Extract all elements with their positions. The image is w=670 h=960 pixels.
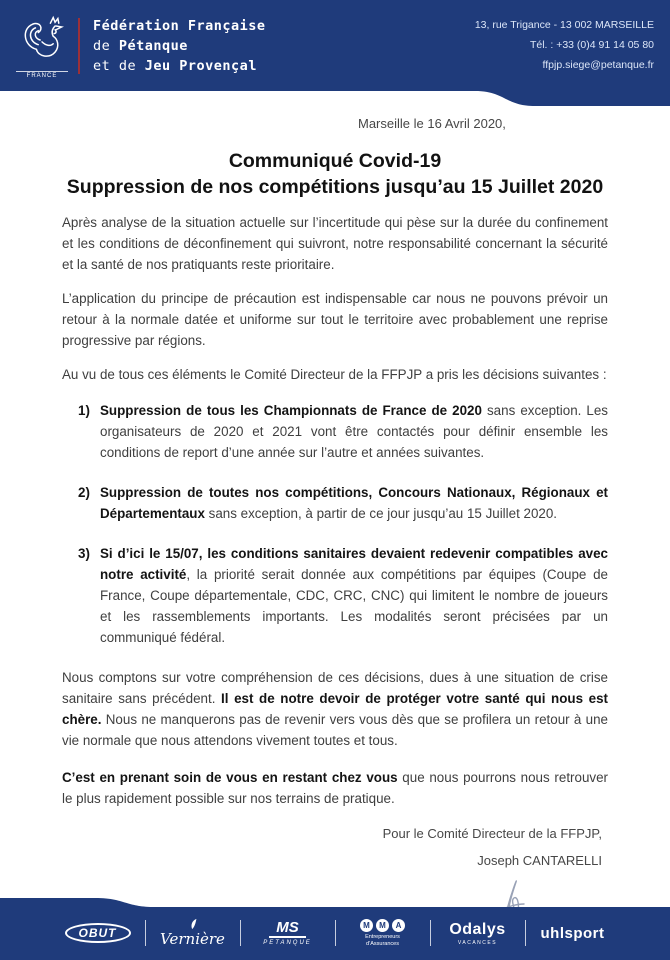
sponsor-obut-logo bbox=[51, 913, 145, 953]
verniere-label: Vernière bbox=[160, 930, 225, 948]
letter-title bbox=[62, 148, 608, 200]
odalys-label: Odalys bbox=[449, 920, 506, 938]
p4-bold: Il est de notre devoir de protéger votre santé qui nous est chère. bbox=[62, 691, 608, 727]
paragraph-4 bbox=[62, 667, 608, 751]
item-text bbox=[100, 543, 608, 648]
ms-sublabel: PETANQUE bbox=[263, 940, 312, 946]
org-line2-prefix: de bbox=[93, 37, 119, 54]
org-line3-name: Jeu Provençal bbox=[144, 57, 257, 74]
mma-circle: A bbox=[392, 919, 405, 932]
mma-circle: M bbox=[376, 919, 389, 932]
item-number: 3) bbox=[78, 546, 90, 561]
rooster-icon bbox=[18, 12, 66, 68]
p5-rest: que nous pourrons nous retrouver le plus rapidement possible sur nos terrains de pratique. bbox=[62, 770, 608, 806]
organization-name bbox=[93, 16, 266, 76]
sponsor-mma-logo bbox=[336, 913, 430, 953]
mma-sublabel bbox=[365, 934, 400, 947]
org-line1: Fédération Française bbox=[93, 17, 266, 34]
phone-line: Tél. : +33 (0)4 91 14 05 80 bbox=[529, 39, 654, 51]
item-rest-text: sans exception. Les organisateurs de 2020 et 2021 vont être contactés pour définir ensemble les conditions de report d’une année sur l’autre et années suivantes. bbox=[100, 403, 608, 460]
decision-list bbox=[62, 400, 608, 648]
address-line: 13, rue Trigance - 13 002 MARSEILLE bbox=[474, 19, 654, 31]
mma-circles bbox=[360, 919, 405, 932]
feather-icon bbox=[187, 918, 199, 930]
uhlsport-label: uhlsport bbox=[540, 924, 605, 942]
paragraph-5 bbox=[62, 767, 608, 809]
mma-sub1: Entrepreneurs bbox=[365, 934, 400, 940]
sponsor-ms-petanque-logo bbox=[241, 913, 335, 953]
header-divider bbox=[78, 18, 80, 74]
sponsor-row bbox=[0, 913, 670, 953]
sponsor-verniere-logo bbox=[146, 913, 240, 953]
list-item bbox=[62, 482, 608, 524]
item-number: 1) bbox=[78, 403, 90, 418]
mma-circle: M bbox=[360, 919, 373, 932]
email-line: ffpjp.siege@petanque.fr bbox=[542, 59, 654, 71]
signatory-name: Joseph CANTARELLI bbox=[477, 853, 602, 868]
mma-sub2: d’Assurances bbox=[365, 940, 399, 947]
item-text bbox=[100, 482, 608, 524]
item-number: 2) bbox=[78, 485, 90, 500]
item-text bbox=[100, 400, 608, 463]
p4-post: Nous ne manquerons pas de revenir vers vous dès que se profilera un retour à une vie normale que nous attendons vivement toutes et tous. bbox=[62, 712, 608, 748]
contact-block bbox=[475, 15, 654, 75]
obut-label: OBUT bbox=[65, 923, 131, 943]
p4-pre: Nous comptons sur votre compréhension de ces décisions, dues à une situation de crise sanitaire sans précédent. bbox=[62, 670, 608, 706]
paragraph-2: L’application du principe de précaution est indispensable car nous ne pouvons prévoir un retour à la normale datée et uniforme sur tout le territoire avec probablement une reprise progressive par régions. bbox=[62, 291, 608, 348]
paragraph-3: Au vu de tous ces éléments le Comité Directeur de la FFPJP a pris les décisions suivantes : bbox=[62, 367, 607, 382]
item-rest-text: sans exception, à partir de ce jour jusqu’au 15 Juillet 2020. bbox=[204, 506, 558, 521]
org-line2-name: Pétanque bbox=[118, 37, 188, 54]
p5-bold: C’est en prenant soin de vous en restant chez vous bbox=[62, 770, 398, 785]
letterhead bbox=[0, 0, 670, 108]
item-bold-text: Si d’ici le 15/07, les conditions sanitaires devaient redevenir compatibles avec notre activité bbox=[100, 546, 608, 582]
sponsor-uhlsport-logo bbox=[526, 913, 620, 953]
logo-caption: FRANCE bbox=[16, 71, 68, 79]
closing-line: Pour le Comité Directeur de la FFPJP, bbox=[382, 826, 602, 841]
item-rest-text: , la priorité serait donnée aux compétitions par équipes (Coupe de France, Coupe départementale, CDC, CRC, CNC) qui limitent le nombre de joueurs et les rassemblements importants. Les modalités seront précisées par un communiqué fédéral. bbox=[100, 567, 608, 645]
ffpjp-logo bbox=[16, 12, 68, 79]
list-item bbox=[62, 543, 608, 648]
item-bold-text: Suppression de toutes nos compétitions, Concours Nationaux, Régionaux et Départementaux bbox=[100, 485, 608, 521]
letter-body bbox=[0, 116, 670, 926]
sponsor-odalys-logo bbox=[431, 913, 525, 953]
org-line3-prefix: et de bbox=[93, 57, 145, 74]
paragraph-1: Après analyse de la situation actuelle sur l’incertitude qui pèse sur la durée du confinement et les conditions de déconfinement qui suivront, notre responsabilité concernant la sécurité et la santé de nos pratiquants reste prioritaire. bbox=[62, 215, 608, 272]
title-line2: Suppression de nos compétitions jusqu’au 15 Juillet 2020 bbox=[66, 176, 604, 198]
odalys-sublabel: VACANCES bbox=[457, 939, 498, 946]
ms-label: MS bbox=[269, 920, 306, 938]
list-item bbox=[62, 400, 608, 463]
dateline: Marseille le 16 Avril 2020, bbox=[358, 116, 506, 131]
sponsor-footer bbox=[0, 898, 670, 960]
item-bold-text: Suppression de tous les Championnats de France de 2020 bbox=[100, 403, 482, 418]
title-line1: Communiqué Covid-19 bbox=[228, 150, 442, 172]
